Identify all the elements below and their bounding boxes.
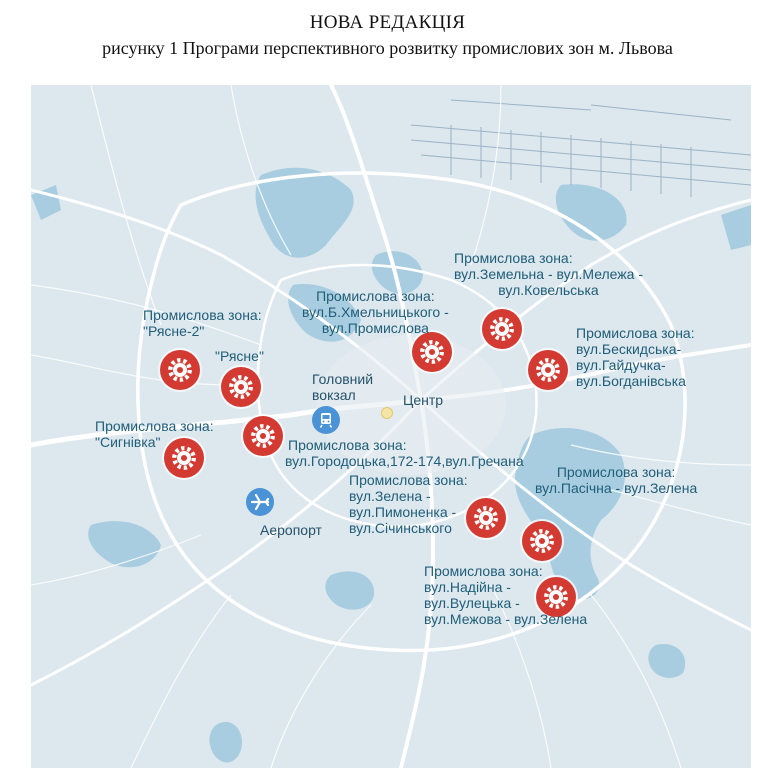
document-subtitle: рисунку 1 Програми перспективного розвитку промислових зон м. Львова	[102, 38, 673, 58]
zone-label-nadiina: Промислова зона: вул.Надійна - вул.Вулецька - вул.Межова - вул.Зелена	[424, 563, 588, 627]
zone-marker-riasne-2[interactable]	[160, 350, 200, 390]
gear-icon	[529, 528, 555, 554]
zone-marker-khmelnytskoho[interactable]	[412, 332, 452, 372]
gear-icon	[419, 339, 445, 365]
place-label-airport: Аеропорт	[260, 522, 322, 538]
document-title: НОВА РЕДАКЦІЯ	[309, 12, 466, 33]
airplane-icon	[250, 492, 270, 512]
airport-poi[interactable]	[246, 488, 274, 516]
gear-icon	[167, 357, 193, 383]
train-station-poi[interactable]	[312, 406, 340, 434]
zone-label-syhnivka: Промислова зона: "Сигнівка"	[95, 418, 214, 450]
zone-label-riasne-2: Промислова зона: "Рясне-2"	[143, 307, 262, 339]
gear-icon	[473, 505, 499, 531]
zone-label-riasne: "Рясне"	[215, 348, 264, 364]
gear-icon	[228, 374, 254, 400]
zone-label-zemelna: Промислова зона: вул.Земельна - вул.Мележа - вул.Ковельська	[454, 250, 644, 298]
zone-marker-pasichna[interactable]	[522, 521, 562, 561]
city-map[interactable]	[31, 85, 751, 768]
zone-marker-zelena-pymonenka[interactable]	[466, 498, 506, 538]
zone-label-pasichna: Промислова зона: вул.Пасічна - вул.Зелена	[535, 464, 698, 496]
zone-marker-riasne[interactable]	[221, 367, 261, 407]
gear-icon	[250, 423, 276, 449]
place-label-center: Центр	[403, 392, 444, 408]
zone-marker-zemelna[interactable]	[482, 309, 522, 349]
zone-label-khmelnytskoho: Промислова зона: вул.Б.Хмельницького - вул.Промислова	[302, 288, 449, 336]
train-icon	[317, 411, 335, 429]
zone-label-zelena-pymonenka: Промислова зона: вул.Зелена - вул.Пимоненка - вул.Січинського	[349, 472, 468, 536]
gear-icon	[489, 316, 515, 342]
zone-marker-beskydska[interactable]	[528, 350, 568, 390]
gear-icon	[535, 357, 561, 383]
zone-label-horodotska: Промислова зона: вул.Городоцька,172-174,вул.Гречана	[285, 437, 524, 469]
zone-label-beskydska: Промислова зона: вул.Бескидська- вул.Гайдучка- вул.Богданівська	[576, 325, 695, 389]
place-label-station: Головний вокзал	[312, 371, 374, 403]
center-poi	[381, 407, 393, 419]
zone-marker-horodotska[interactable]	[243, 416, 283, 456]
